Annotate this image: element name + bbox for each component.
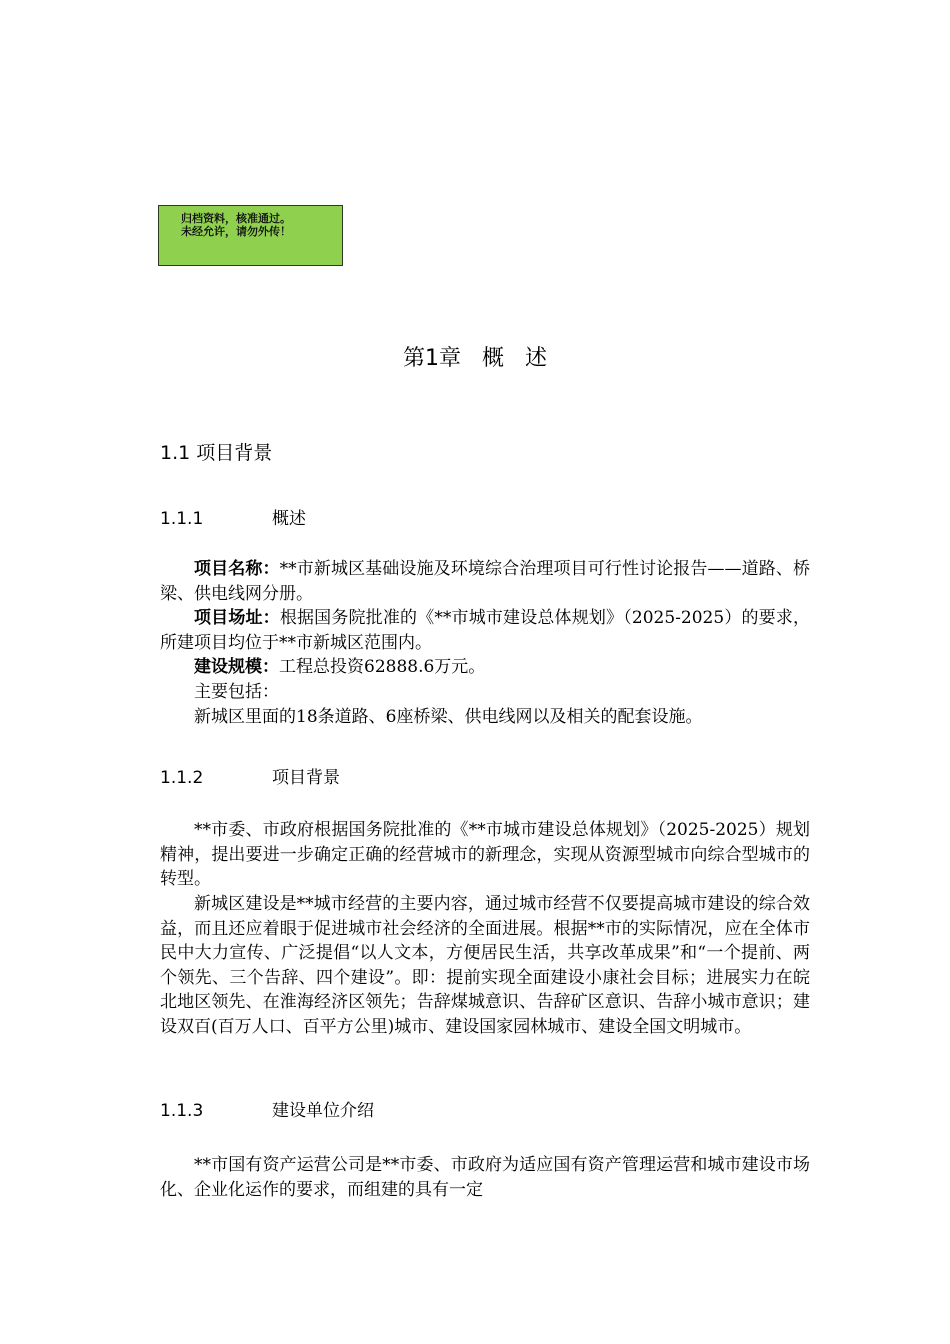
subsection-number: 1.1.3: [160, 1101, 204, 1121]
construction-scale-paragraph: [160, 655, 810, 680]
includes-detail-paragraph: 新城区里面的18条道路、6座桥梁、供电线网以及相关的配套设施。: [194, 707, 703, 727]
project-site-label: 项目场址：: [194, 608, 280, 628]
background-paragraph-1: **市委、市政府根据国务院批准的《**市城市建设总体规划》（2025-2025）规划精神，提出要进一步确定正确的经营城市的新理念，实现从资源型城市向综合型城市的转型。: [160, 820, 810, 889]
section-number: 1.1: [160, 442, 191, 464]
main-includes-paragraph: 主要包括：: [194, 682, 279, 702]
project-name-label: 项目名称：: [194, 559, 280, 579]
subsection-number: 1.1.2: [160, 768, 204, 788]
subsection-title: 项目背景: [272, 768, 340, 788]
subsection-title: 概述: [272, 509, 306, 529]
project-site-text: 根据国务院批准的《**市城市建设总体规划》（2025-2025）的要求，所建项目均位于**市新城区范围内。: [160, 608, 810, 653]
archive-stamp: [158, 205, 343, 266]
chapter-title: 第1章 概 述: [403, 346, 547, 371]
section-title: 项目背景: [196, 442, 273, 464]
construction-scale-label: 建设规模：: [194, 657, 279, 677]
construction-scale-text: 工程总投资62888.6万元。: [279, 657, 486, 677]
subsection-heading-1-1-2: [160, 766, 340, 790]
project-site-paragraph: [160, 606, 810, 655]
company-intro-paragraph: **市国有资产运营公司是**市委、市政府为适应国有资产管理运营和城市建设市场化、企业化运作的要求，而组建的具有一定: [160, 1155, 810, 1200]
subsection-heading-1-1-1: [160, 507, 306, 531]
subsection-title: 建设单位介绍: [272, 1101, 374, 1121]
background-paragraph-2: 新城区建设是**城市经营的主要内容，通过城市经营不仅要提高城市建设的综合效益，而且还应着眼于促进城市社会经济的全面进展。根据**市的实际情况，应在全体市民中大力宣传、广泛提倡“以人文本，方便居民生活，共享改革成果”和“一个提前、两个领先、三个告辞、四个建设”。即：提前实现全面建设小康社会目标；进展实力在皖北地区领先、在淮海经济区领先；告辞煤城意识、告辞矿区意识、告辞小城市意识；建设双百(百万人口、百平方公里)城市、建设国家园林城市、建设全国文明城市。: [160, 894, 810, 1037]
project-name-paragraph: [160, 557, 810, 606]
section-heading-1-1: [160, 439, 272, 467]
project-name-text: **市新城区基础设施及环境综合治理项目可行性讨论报告——道路、桥梁、供电线网分册。: [160, 559, 811, 604]
subsection-number: 1.1.1: [160, 509, 204, 529]
stamp-line-1: 归档资料，核准通过。: [181, 212, 291, 225]
stamp-line-2: 未经允许，请勿外传！: [181, 225, 291, 238]
subsection-heading-1-1-3: [160, 1099, 374, 1123]
